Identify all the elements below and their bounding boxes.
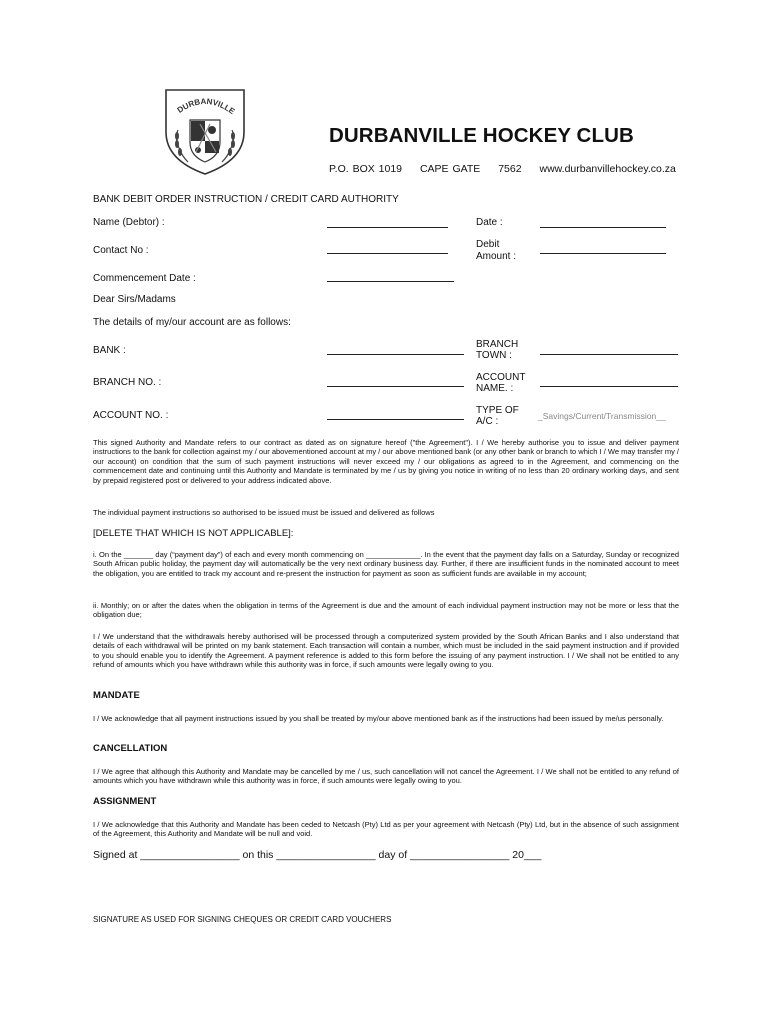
account-no-label: ACCOUNT NO. :: [93, 410, 169, 421]
po-box: P.O. BOX 1019: [329, 163, 403, 175]
account-type-label-line1: TYPE OF: [476, 405, 519, 416]
branch-town-label-line1: BRANCH: [476, 339, 519, 350]
date-label: Date :: [476, 217, 503, 228]
debit-label-line2: Amount :: [476, 251, 517, 262]
commencement-label: Commencement Date :: [93, 273, 196, 284]
club-address: [329, 163, 676, 175]
club-name: DURBANVILLE HOCKEY CLUB: [329, 124, 634, 147]
branch-no-label: BRANCH NO. :: [93, 377, 162, 388]
debit-amount-field[interactable]: [540, 253, 666, 254]
website-link[interactable]: www.durbanvillehockey.co.za: [539, 163, 676, 175]
commencement-field[interactable]: [327, 281, 454, 282]
cancellation-heading: CANCELLATION: [93, 743, 168, 754]
form-title: BANK DEBIT ORDER INSTRUCTION / CREDIT CARD AUTHORITY: [93, 194, 399, 205]
account-no-field[interactable]: [327, 419, 464, 420]
delete-note: [DELETE THAT WHICH IS NOT APPLICABLE]:: [93, 528, 294, 539]
contact-label: Contact No :: [93, 245, 149, 256]
branch-no-field[interactable]: [327, 386, 464, 387]
account-name-label-line2: NAME. :: [476, 383, 514, 394]
account-type-label-line2: A/C :: [476, 416, 499, 427]
withdrawal-paragraph: I / We understand that the withdrawals hereby authorised will be processed through a computerized system provided by the South African Banks and I also understand that details of each withdrawal will be printed on my bank statement. Each transaction will contain a number, which must be included in the said payment instruction and if provided to you should enable you to identify the Agreement. A payment reference is added to this form before the issuing of any payment instruction. I / We shall not be entitled to any refund of amounts which you have withdrawn while this authority was in force, if such amounts were legally owing to you.: [93, 632, 679, 670]
svg-text:DURBANVILLE: DURBANVILLE: [175, 96, 237, 117]
instructions-intro: The individual payment instructions so authorised to be issued must be issued and delivered as follows: [93, 508, 435, 517]
city: CAPE GATE: [419, 163, 481, 175]
assignment-heading: ASSIGNMENT: [93, 796, 157, 807]
salutation: Dear Sirs/Madams: [93, 294, 176, 305]
assignment-text: I / We acknowledge that this Authority and Mandate has been ceded to Netcash (Pty) Ltd as per your agreement with Netcash (Pty) Ltd, but in the absence of such assignment of the Agreement, this Authority and Mandate will be null and void.: [93, 820, 679, 839]
date-field[interactable]: [540, 227, 666, 228]
account-name-field[interactable]: [540, 386, 678, 387]
postal-code: 7562: [498, 163, 522, 175]
branch-town-field[interactable]: [540, 354, 678, 355]
bank-field[interactable]: [327, 354, 464, 355]
account-name-label-line1: ACCOUNT: [476, 372, 526, 383]
signed-at-line[interactable]: Signed at _________________ on this _________________ day of _________________ 20___: [93, 849, 542, 861]
signature-note: SIGNATURE AS USED FOR SIGNING CHEQUES OR CREDIT CARD VOUCHERS: [93, 915, 392, 924]
contact-field[interactable]: [327, 253, 448, 254]
debit-label-line1: Debit: [476, 239, 500, 250]
option-i-paragraph: i. On the _______ day (“payment day”) of each and every month commencing on _____________. In the event that the payment day falls on a Saturday, Sunday or recognized South African public holiday, the payment day will automatically be the very next ordinary business day. Further, if there are insufficient funds in the nominated account to meet the obligation, you are entitled to track my account and re-present the instruction for payment as soon as sufficient funds are available in my account;: [93, 550, 679, 578]
account-intro: The details of my/our account are as follows:: [93, 317, 291, 328]
bank-label: BANK :: [93, 345, 126, 356]
name-field[interactable]: [327, 227, 448, 228]
club-crest-logo: [160, 86, 250, 176]
account-type-options[interactable]: _Savings/Current/Transmission__: [538, 411, 666, 421]
mandate-heading: MANDATE: [93, 690, 140, 701]
option-ii-paragraph: ii. Monthly; on or after the dates when the obligation in terms of the Agreement is due and the amount of each individual payment instruction may not be more or less that the obligation due;: [93, 601, 679, 620]
mandate-text: I / We acknowledge that all payment instructions issued by you shall be treated by my/our above mentioned bank as if the instructions had been issued by me/us personally.: [93, 714, 664, 723]
cancellation-text: I / We agree that although this Authority and Mandate may be cancelled by me / us, such cancellation will not cancel the Agreement. I / We shall not be entitled to any refund of amounts which you have withdrawn while this authority was in force, if such amounts were legally owing to you.: [93, 767, 679, 786]
authority-paragraph: This signed Authority and Mandate refers to our contract as dated as on signature hereof ("the Agreement"). I / We hereby authorise you to issue and deliver payment instructions to the bank for collection against my / our abovementioned account at my / our above mentioned bank (or any other bank or branch to which I / We may transfer my / our account) on condition that the sum of such payment instructions will never exceed my / our obligations as agreed to in the Agreement, and commencing on the commencement date and continuing until this Authority and Mandate is terminated by me / us by giving you notice in writing of no less than 20 ordinary working days, and sent by prepaid registered post or delivered to your address indicated above.: [93, 438, 679, 485]
branch-town-label-line2: TOWN :: [476, 350, 512, 361]
name-label: Name (Debtor) :: [93, 217, 165, 228]
